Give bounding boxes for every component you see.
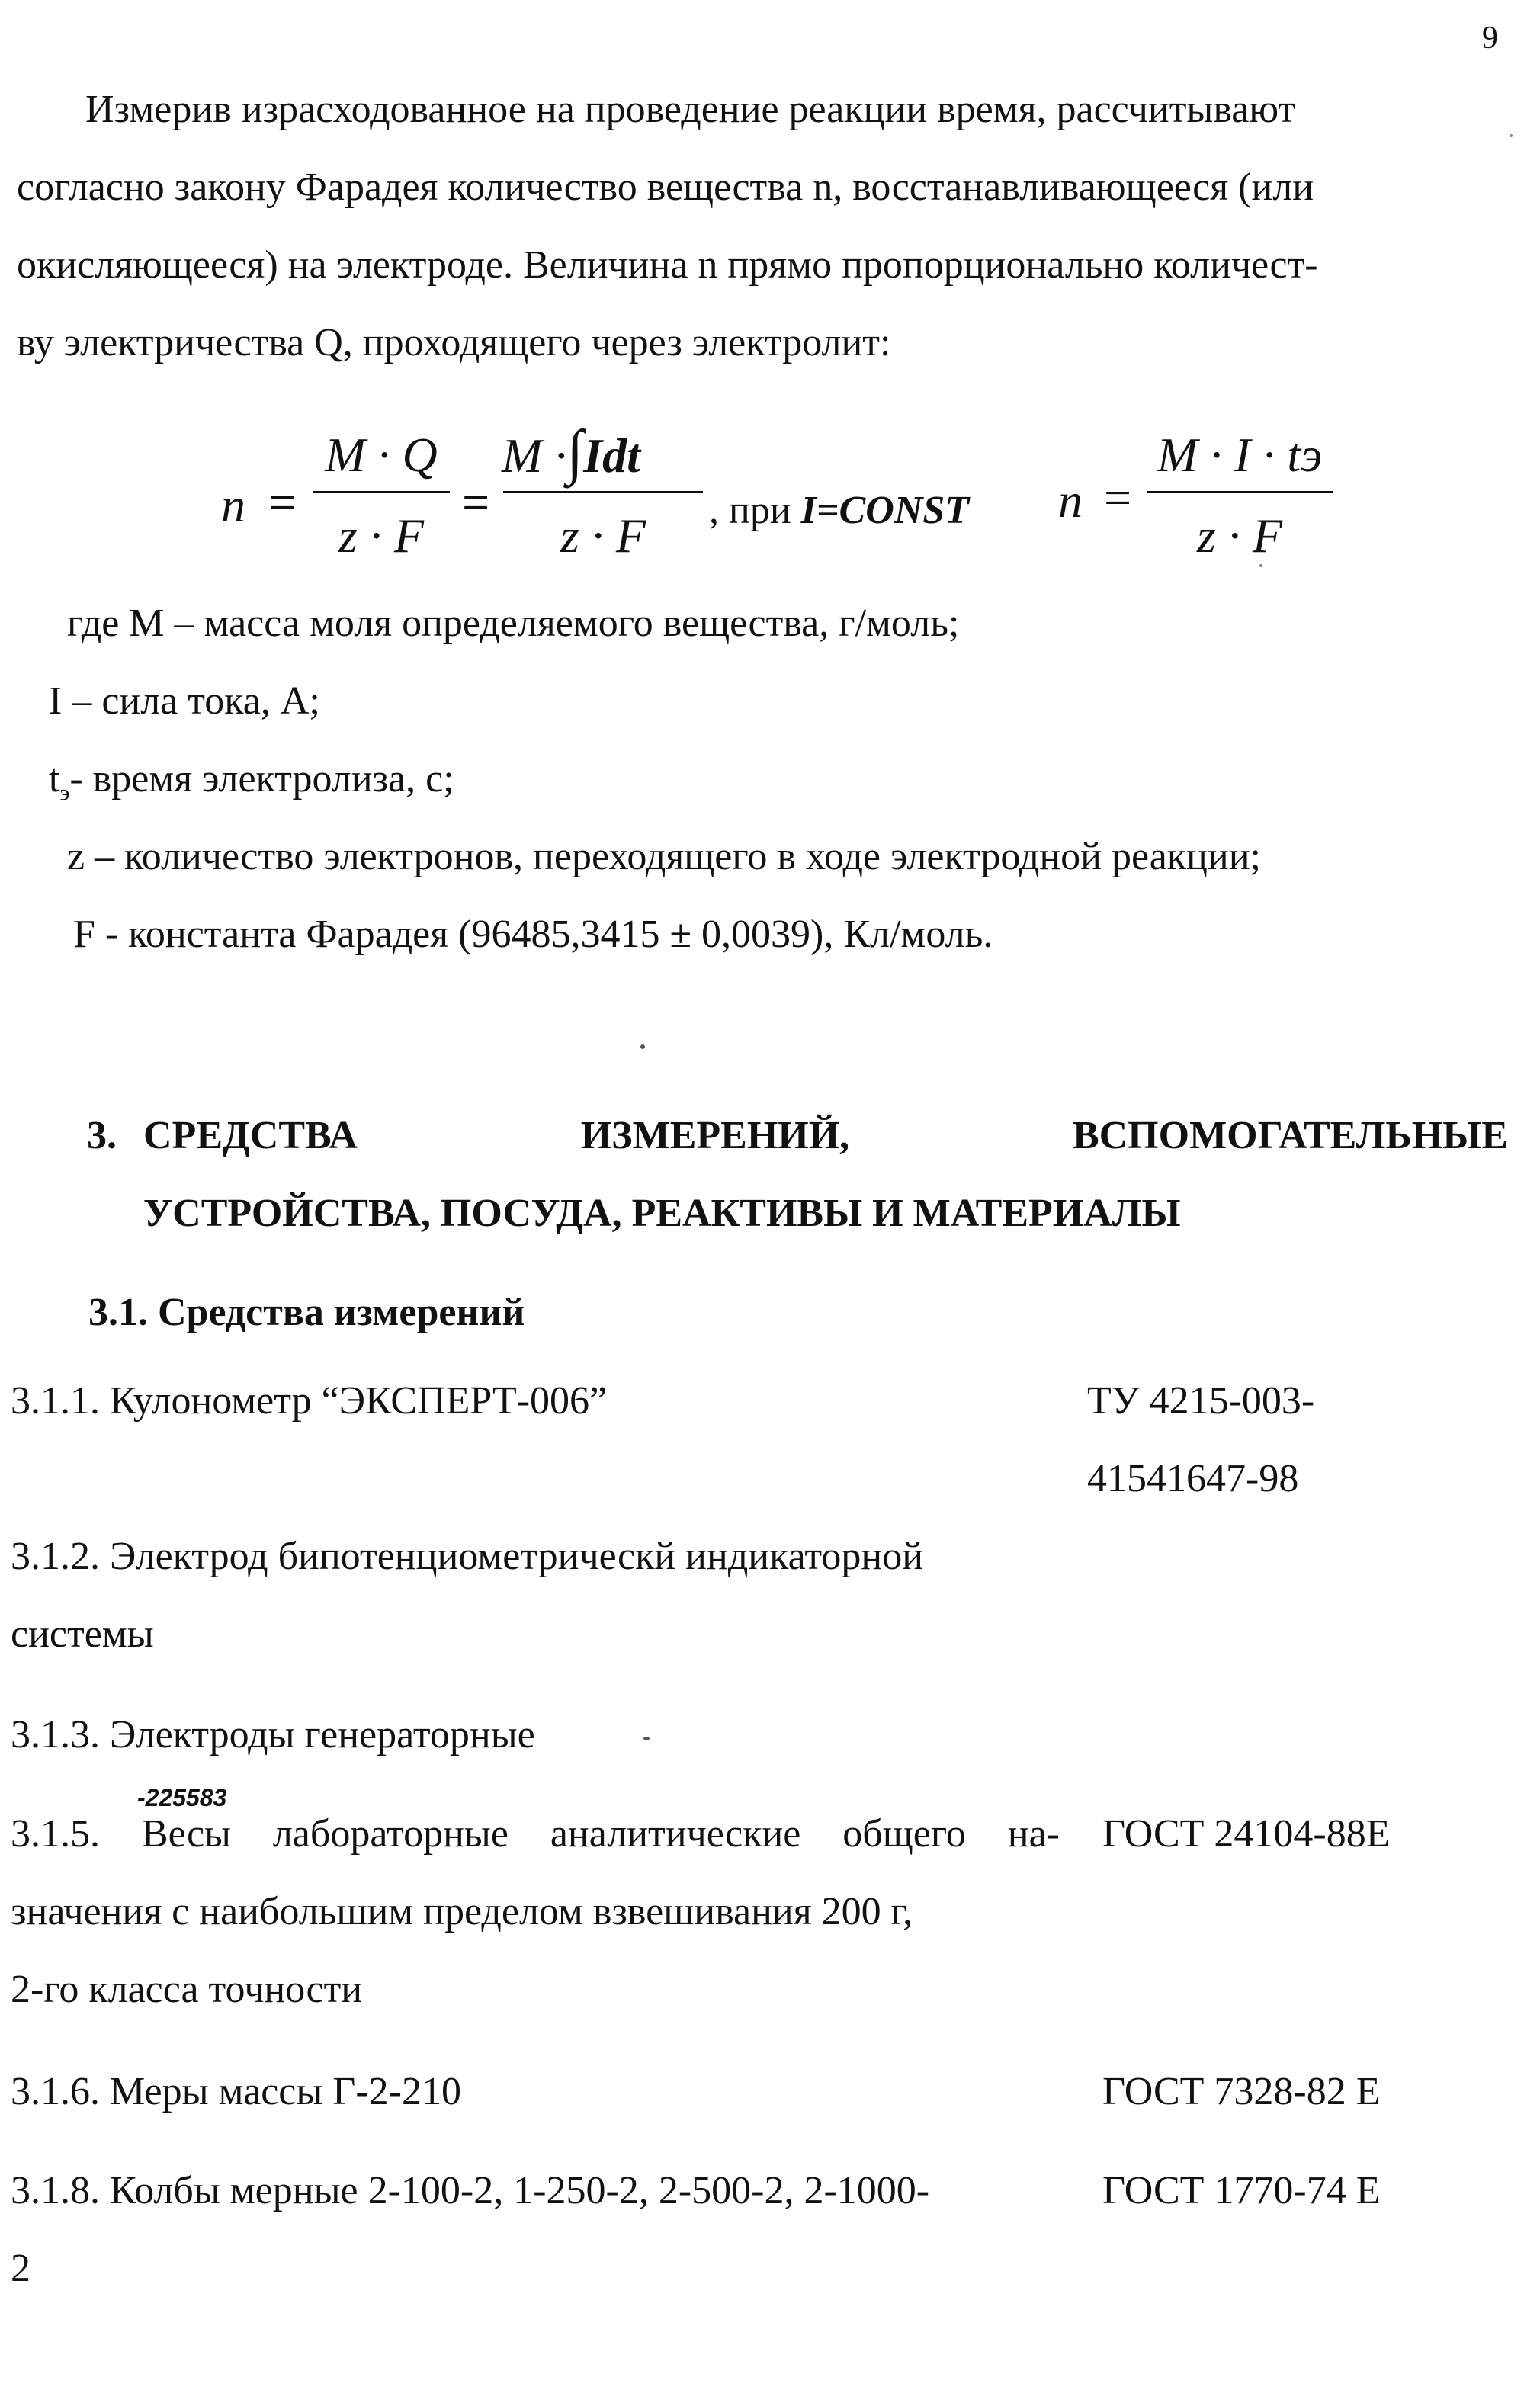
fraction2-denominator: z · F bbox=[560, 509, 646, 563]
scan-speck bbox=[1259, 564, 1262, 567]
integral-sign: ∫ bbox=[566, 419, 584, 486]
formula-eq-3: = bbox=[1104, 470, 1132, 525]
item-3-1-8-line-1: 3.1.8. Колбы мерные 2-100-2, 1-250-2, 2-500-2, 2-1000- bbox=[11, 2169, 930, 2212]
section-title-word-1: СРЕДСТВА bbox=[143, 1114, 358, 1157]
definition-t-subscript: э bbox=[59, 780, 70, 806]
item-3-1-5-ref: ГОСТ 24104-88Е bbox=[1102, 1812, 1391, 1856]
formula-n-1: n bbox=[221, 478, 245, 532]
item-3-1-1-ref-line-2: 41541647-98 bbox=[1087, 1457, 1299, 1500]
section-number: 3. bbox=[87, 1114, 117, 1157]
scan-speck bbox=[640, 1044, 645, 1049]
fraction3-numerator: M · I · tэ bbox=[1157, 428, 1323, 482]
item-3-1-5-line-3: 2-го класса точности bbox=[11, 1968, 363, 2011]
fraction1-numerator: M · Q bbox=[325, 428, 438, 482]
definition-t bbox=[49, 759, 454, 804]
fraction3-bar bbox=[1147, 491, 1333, 493]
fraction2-num-prefix: M · bbox=[502, 428, 567, 483]
item-3-1-3: 3.1.3. Электроды генераторные bbox=[11, 1713, 535, 1757]
item-3-1-1-ref-line-1: ТУ 4215-003- bbox=[1087, 1379, 1315, 1423]
item-3-1-8-line-2: 2 bbox=[11, 2247, 30, 2290]
formula-eq-1: = bbox=[268, 475, 297, 529]
definition-f: F - константа Фарадея (96485,3415 ± 0,0039), Кл/моль. bbox=[73, 913, 993, 956]
item-3-1-6: 3.1.6. Меры массы Г-2-210 bbox=[11, 2070, 461, 2113]
intro-line-1: Измерив израсходованное на проведение реакции время, рассчитывают bbox=[85, 88, 1296, 131]
intro-line-3: окисляющееся) на электроде. Величина n прямо пропорционально количест- bbox=[17, 243, 1318, 287]
definition-z: z – количество электронов, переходящего в ходе электродной реакции; bbox=[67, 835, 1261, 878]
item-3-1-5-line-2: значения с наибольшим пределом взвешивания 200 г, bbox=[11, 1890, 913, 1933]
definition-i: I – сила тока, А; bbox=[49, 679, 320, 723]
fraction2-num-integrand: Idt bbox=[583, 428, 640, 483]
item-3-1-2-line-1: 3.1.2. Электрод бипотенциометрическй индикаторной bbox=[11, 1535, 924, 1578]
formula-condition bbox=[709, 488, 969, 533]
definition-t-text: - время электролиза, с; bbox=[69, 757, 454, 800]
item-3-1-1: 3.1.1. Кулонометр “ЭКСПЕРТ-006” bbox=[11, 1379, 608, 1423]
fraction3-denominator: z · F bbox=[1197, 509, 1282, 563]
item-3-1-5-line-1: 3.1.5. Весы лабораторные аналитические общего на- bbox=[11, 1812, 1060, 1856]
item-3-1-8-ref: ГОСТ 1770-74 Е bbox=[1102, 2169, 1381, 2212]
fraction1-bar bbox=[313, 491, 450, 493]
section-title-word-3: ВСПОМОГАТЕЛЬНЫЕ bbox=[1072, 1114, 1508, 1157]
section-title-word-2: ИЗМЕРЕНИЙ, bbox=[580, 1114, 850, 1157]
page-number: 9 bbox=[1482, 21, 1498, 56]
scan-speck bbox=[1510, 134, 1513, 137]
fraction1-denominator: z · F bbox=[338, 509, 424, 563]
item-3-1-6-ref: ГОСТ 7328-82 Е bbox=[1102, 2070, 1381, 2113]
item-3-1-2-line-2: системы bbox=[11, 1612, 154, 1656]
intro-line-2: согласно закону Фарадея количество вещества n, восстанавливающееся (или bbox=[17, 165, 1314, 209]
faraday-formula bbox=[191, 412, 1395, 579]
fraction2-numerator bbox=[502, 418, 700, 486]
condition-prefix: , при bbox=[709, 489, 801, 532]
formula-eq-2: = bbox=[462, 475, 490, 529]
intro-line-4: ву электричества Q, проходящего через электролит: bbox=[17, 321, 891, 364]
condition-value: I=CONST bbox=[800, 489, 969, 532]
section-title-line-2: УСТРОЙСТВА, ПОСУДА, РЕАКТИВЫ И МАТЕРИАЛЫ bbox=[143, 1192, 1181, 1235]
fraction2-bar bbox=[503, 491, 703, 493]
scan-speck bbox=[643, 1737, 650, 1740]
subsection-title: 3.1. Средства измерений bbox=[88, 1291, 525, 1334]
archive-stamp: -225583 bbox=[137, 1784, 227, 1811]
definition-m: где М – масса моля определяемого вещества, г/моль; bbox=[67, 602, 960, 645]
definition-t-symbol: t bbox=[49, 757, 60, 800]
formula-n-2: n bbox=[1058, 473, 1083, 528]
section-title-line-1 bbox=[143, 1116, 1508, 1156]
